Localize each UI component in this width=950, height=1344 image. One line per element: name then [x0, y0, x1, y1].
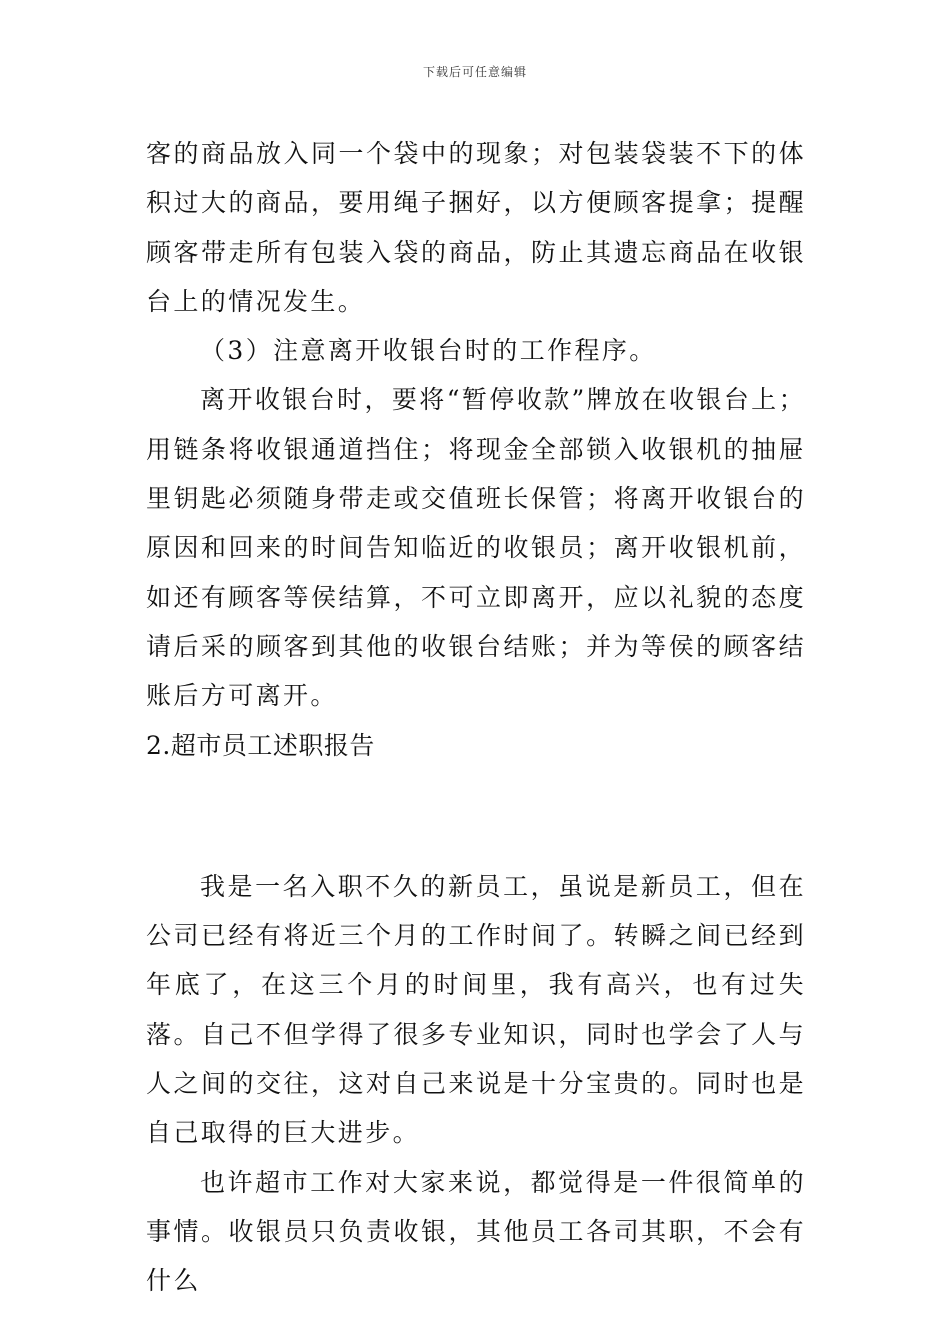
section-spacer — [146, 770, 806, 862]
paragraph-new-employee: 我是一名入职不久的新员工，虽说是新员工，但在公司已经有将近三个月的工作时间了。转瞬之间已经到年底了，在这三个月的时间里，我有高兴，也有过失落。自己不但学得了很多专业知识，同时也学会了人与人之间的交往，这对自己来说是十分宝贵的。同时也是自己取得的巨大进步。 — [146, 871, 806, 1148]
subheading-step-3: （3）注意离开收银台时的工作程序。 — [200, 336, 657, 366]
paragraph-continuation: 客的商品放入同一个袋中的现象；对包装袋装不下的体积过大的商品，要用绳子捆好，以方便顾客提拿；提醒顾客带走所有包装入袋的商品，防止其遗忘商品在收银台上的情况发生。 — [146, 139, 806, 316]
section-heading: 2.超市员工述职报告 — [146, 730, 375, 760]
page-header: 下载后可任意编辑 — [422, 65, 527, 79]
paragraph-leaving-register: 离开收银台时，要将“暂停收款”牌放在收银台上；用链条将收银通道挡住；将现金全部锁入收银机的抽屉里钥匙必须随身带走或交值班长保管；将离开收银台的原因和回来的时间告知临近的收银员；离开收银机前，如还有顾客等侯结算，不可立即离开，应以礼貌的态度请后采的顾客到其他的收银台结账；并为等侯的顾客结账后方可离开。 — [146, 385, 806, 711]
paragraph-supermarket-work: 也许超市工作对大家来说，都觉得是一件很简单的事情。收银员只负责收银，其他员工各司其职，不会有什么 — [146, 1167, 806, 1296]
document-body — [146, 129, 806, 1306]
